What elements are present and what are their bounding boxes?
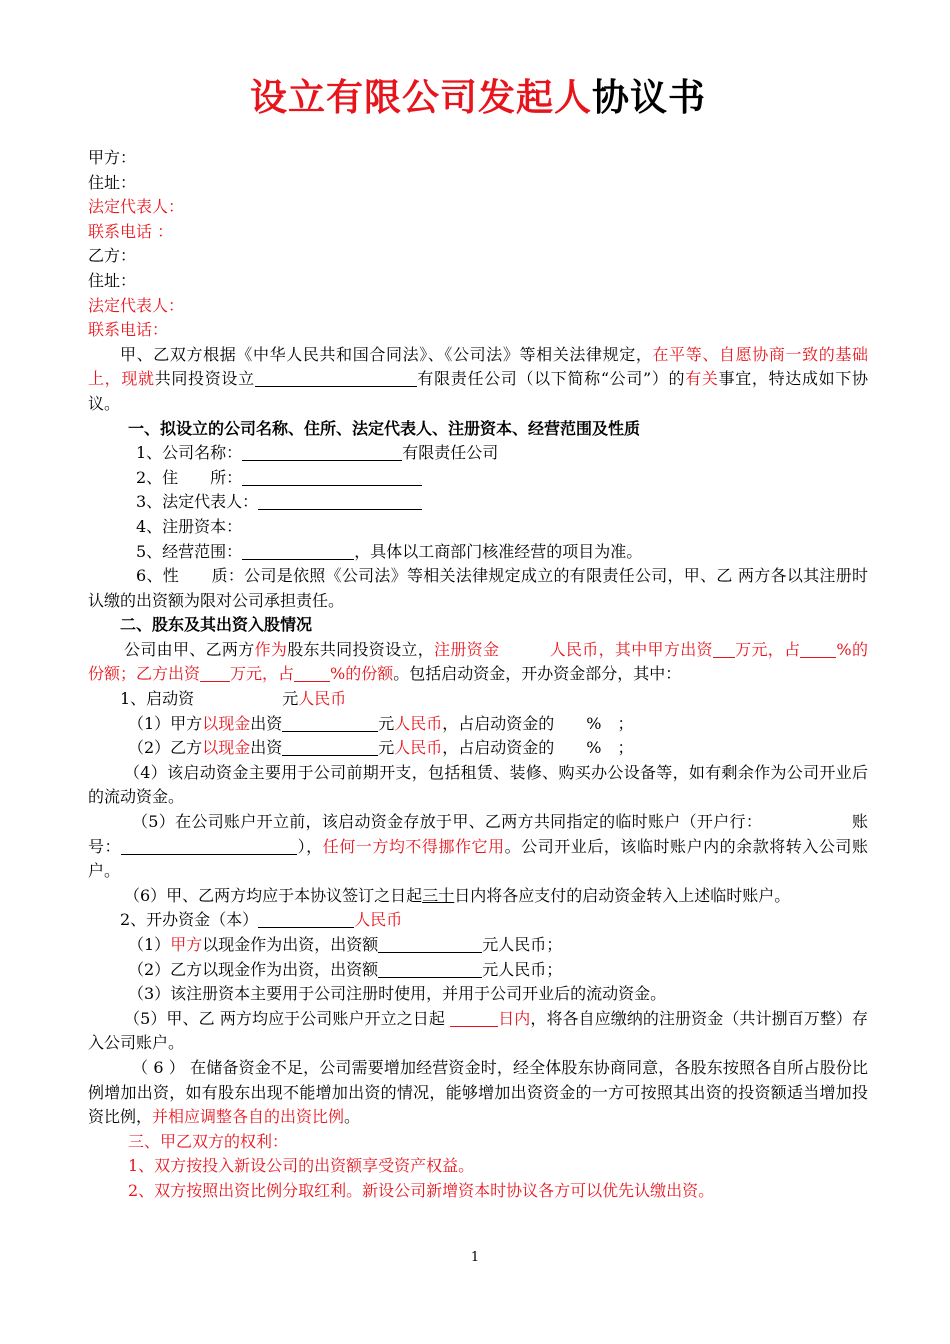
s2-start-item-6	[88, 884, 868, 909]
s1-company-name	[88, 441, 868, 466]
intro-text-2: 共同投资设立	[154, 369, 255, 389]
s1-nature: 6、性 质：公司是依照《公司法》等相关法律规定成立的有限责任公司，甲、乙 两方各以其注册时认缴的出资额为限对公司承担责任。	[88, 566, 868, 610]
party-b-label: 乙方：	[88, 246, 137, 266]
a5-pre: （5）在公司账户开立前，该启动资金存放于甲、乙两方共同指定的临时账户（开户行： 账号：	[88, 812, 868, 856]
b5-red: 日内	[498, 1008, 531, 1028]
title-red-part: 设立有限公司发起人	[250, 76, 592, 119]
s2-text-j: %的份额	[330, 664, 394, 684]
s1-name-blank	[242, 442, 402, 461]
b1-post: 以现金作为出资，出资额	[202, 935, 379, 954]
s2-text-h: %的份额；乙方出资	[88, 639, 868, 684]
page-number: 1	[470, 1250, 480, 1265]
a5-red: 任何一方均不得挪作它用	[322, 836, 505, 856]
s1-rep-blank	[258, 491, 422, 510]
intro-text-4: 事宜，特达成如下协议。	[88, 369, 868, 413]
s2-text-c: 股东共同投资设立，	[287, 639, 435, 659]
a1-post: ，占启动资金的 % ；	[442, 713, 634, 733]
document-page	[88, 70, 868, 1204]
section-1-heading: 一、拟设立的公司名称、住所、法定代表人、注册资本、经营范围及性质	[128, 418, 641, 438]
s1-addr-blank	[242, 467, 422, 486]
b6-end: 。	[344, 1107, 361, 1127]
b1-red: 甲方	[170, 935, 203, 954]
a1-rmb: 人民币	[394, 713, 443, 733]
intro-text-3: 有限责任公司（以下简称“公司”）的	[416, 369, 686, 389]
section-3-heading: 三、甲乙双方的权利：	[128, 1131, 289, 1151]
a1-yuan: 元	[378, 713, 395, 733]
s2-blank-3	[200, 663, 230, 682]
s1-rep-label: 3、法定代表人：	[136, 492, 259, 512]
s2-text-i: 万元，占	[230, 664, 295, 684]
s1-scope	[88, 540, 868, 565]
s1-representative	[88, 490, 868, 515]
intro-text-1: 甲、乙双方根据《中华人民共和国合同法》、《公司法》等相关法律规定，	[120, 344, 653, 364]
party-b-representative: 法定代表人：	[88, 295, 185, 315]
s2-start-item-1	[88, 712, 868, 737]
b2-tail: 元人民币；	[482, 959, 563, 979]
s1-capital: 4、注册资本：	[136, 516, 243, 536]
a6-pre: （6）甲、乙两方均应于本协议签订之日起	[124, 885, 423, 905]
s1-scope-label: 5、经营范围：	[136, 541, 243, 561]
s2-open-item-1	[88, 933, 868, 958]
party-a-representative: 法定代表人：	[88, 197, 185, 217]
intro-paragraph	[88, 343, 868, 417]
open-rmb: 人民币	[354, 910, 403, 930]
party-a-label: 甲方：	[88, 148, 137, 167]
s2-text-k: 。包括启动资金，开办资金部分，其中：	[393, 664, 682, 684]
b6-text: （ 6 ） 在储备资金不足，公司需要增加经营资金时，经全体股东协商同意，各股东按照各自所占股份比例增加出资，如有股东出现不能增加出资的情况，能够增加出资资金的一方可按照其出资的投资额适当增加投资比例，	[88, 1057, 868, 1127]
s2-open-item-5	[88, 1007, 868, 1056]
s1-scope-suffix: ，具体以工商部门核准经营的项目为准。	[354, 541, 643, 561]
s2-open-item-6	[88, 1056, 868, 1130]
a5-account-blank	[121, 836, 297, 855]
b2-blank	[378, 959, 482, 978]
s2-start-unit: 元	[282, 689, 299, 709]
s2-intro-paragraph	[88, 638, 868, 687]
a1-blank	[282, 713, 378, 732]
b1-blank	[378, 934, 482, 953]
b2-pre: （2）乙方以现金作为出资，出资额	[128, 959, 379, 979]
s2-blank-2	[800, 639, 836, 658]
b1-pre: （1）	[128, 935, 171, 954]
s2-text-d: 注册资金	[434, 639, 500, 659]
s2-start-rmb: 人民币	[298, 689, 347, 709]
s1-name-suffix: 有限责任公司	[402, 443, 499, 463]
s2-start-item-4: （4）该启动资金主要用于公司前期开支，包括租赁、装修、购买办公设备等，如有剩余作为公司开业后的流动资金。	[88, 762, 868, 807]
open-label: 2、开办资金（本）	[120, 910, 259, 930]
intro-text-red-1: 在平等、自愿协商一致的基础上，现就	[88, 344, 868, 389]
document-title	[88, 70, 868, 126]
a1-mid: 出资	[250, 713, 283, 733]
b5-pre: （5）甲、乙 两方均应于公司账户开立之日起	[124, 1008, 451, 1028]
b5-blank	[450, 1008, 498, 1027]
b1-tail: 元人民币；	[482, 935, 563, 954]
a6-days: 三十	[422, 885, 455, 905]
party-a-phone: 联系电话 ：	[88, 221, 174, 241]
s1-addr-label: 2、住 所：	[136, 467, 243, 487]
s2-start-capital	[88, 687, 868, 712]
title-black-part: 协议书	[592, 76, 706, 119]
party-b-phone: 联系电话：	[88, 320, 169, 340]
company-name-blank	[255, 368, 417, 387]
party-b-address: 住址：	[88, 270, 137, 290]
open-blank	[258, 909, 354, 928]
a2-mid: 出资	[250, 738, 283, 758]
s2-text-e: 人民币	[549, 639, 599, 659]
s2-start-item-2	[88, 736, 868, 761]
s3-right-2: 2、双方按照出资比例分取红利。新设公司新增资本时协议各方可以优先认缴出资。	[128, 1180, 715, 1200]
s1-address	[88, 466, 868, 491]
s2-text-a: 公司由甲、乙两方	[124, 639, 255, 659]
a5-tail: 。公司开业后，该临时账户内的余款将转入公司账户。	[88, 836, 868, 881]
intro-text-red-2: 有关	[685, 369, 719, 389]
a2-blank	[282, 737, 378, 756]
s2-open-item-3: （3）该注册资本主要用于公司注册时使用，并用于公司开业后的流动资金。	[128, 984, 667, 1004]
s1-name-label: 1、公司名称：	[136, 443, 243, 463]
a2-yuan: 元	[378, 738, 395, 758]
a2-pre: （2）乙方	[128, 738, 203, 758]
a2-rmb: 人民币	[394, 738, 443, 758]
s2-open-capital	[88, 908, 868, 933]
s2-text-f: ，其中甲方出资	[598, 639, 713, 659]
a2-post: ，占启动资金的 % ；	[442, 738, 634, 758]
s1-scope-blank	[242, 541, 354, 560]
a2-red: 以现金	[202, 738, 251, 758]
s2-start-item-5	[88, 810, 868, 884]
a5-post: ），	[297, 836, 323, 856]
s2-text-g: 万元，占	[734, 639, 801, 659]
a6-post: 日内将各应支付的启动资金转入上述临时账户。	[454, 885, 791, 905]
a1-red: 以现金	[202, 713, 251, 733]
s2-text-b: 作为	[254, 639, 288, 659]
b6-red: 并相应调整各自的出资比例	[152, 1107, 345, 1127]
s2-start-label: 1、启动资	[120, 689, 195, 709]
s2-blank-4	[294, 663, 330, 682]
a1-pre: （1）甲方	[128, 713, 203, 733]
s2-blank-1	[713, 639, 735, 658]
section-2-heading: 二、股东及其出资入股情况	[120, 615, 313, 635]
b5-post: ，将各自应缴纳的注册资金（共计捌百万整）存入公司账户。	[88, 1008, 868, 1053]
party-a-address: 住址：	[88, 172, 137, 192]
s2-open-item-2	[88, 958, 868, 983]
s3-right-1: 1、双方按投入新设公司的出资额享受资产权益。	[128, 1156, 475, 1176]
parties-block	[88, 146, 868, 343]
